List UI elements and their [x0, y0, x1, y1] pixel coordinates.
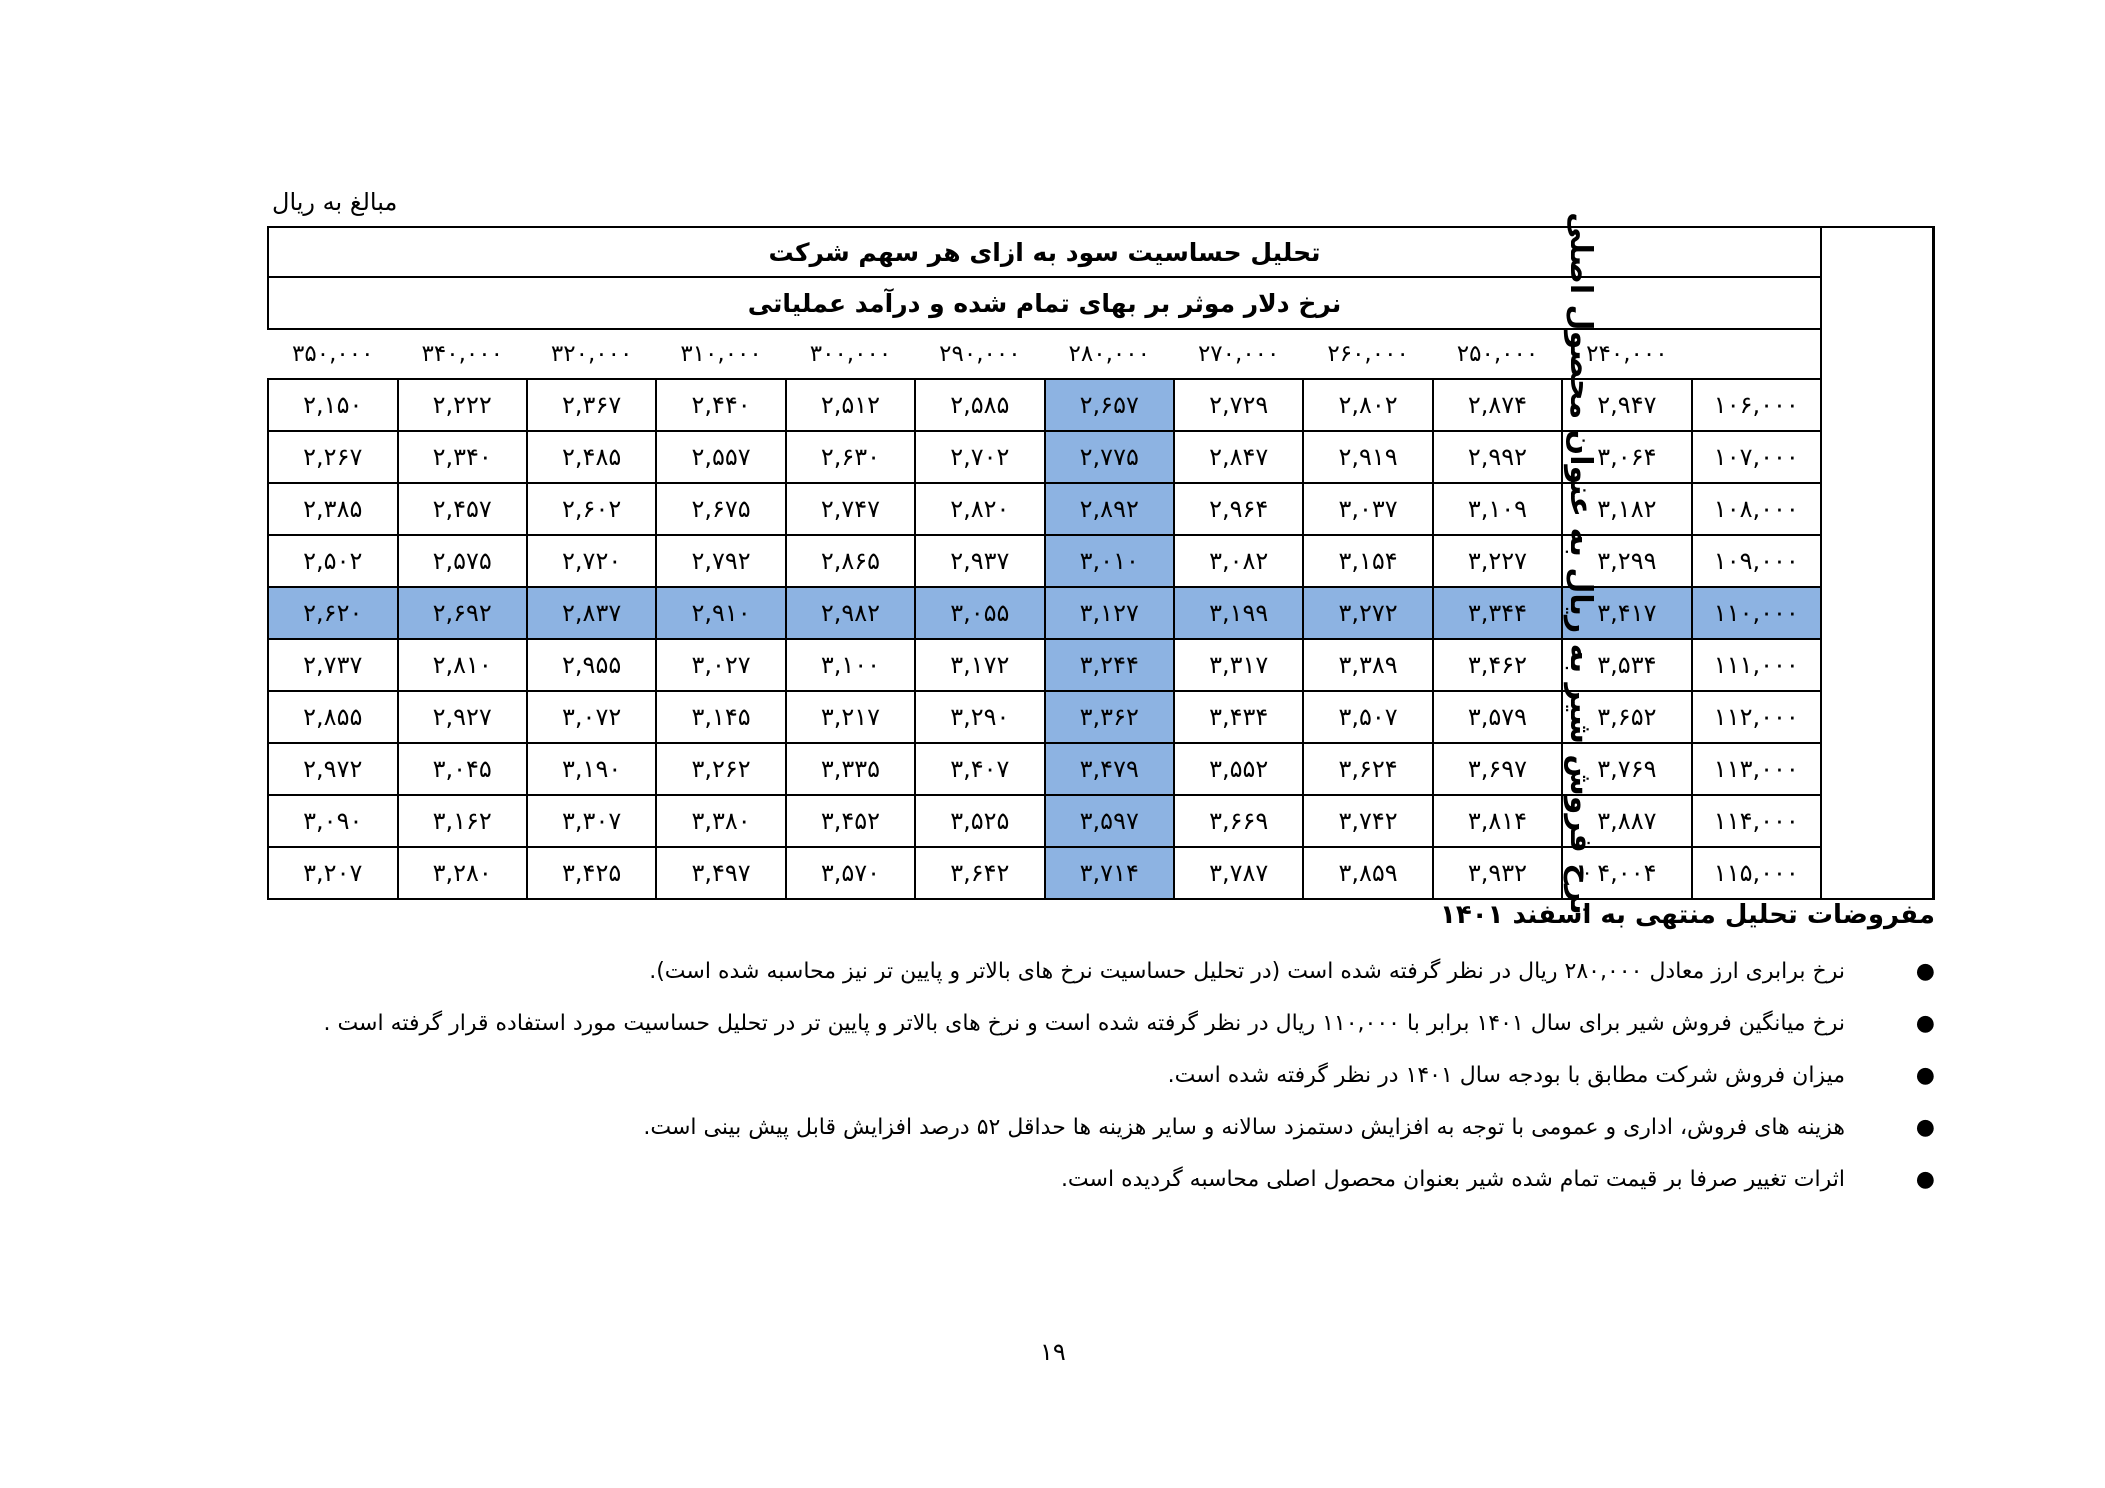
assumptions-section — [215, 900, 1935, 1206]
assumptions-list — [215, 946, 1935, 1206]
column-header: ۳۰۰,۰۰۰ — [786, 329, 915, 379]
row-label: ۱۰۸,۰۰۰ — [1692, 483, 1821, 535]
row-label: ۱۱۱,۰۰۰ — [1692, 639, 1821, 691]
table-cell: ۳,۰۳۷ — [1303, 483, 1432, 535]
column-header: ۳۴۰,۰۰۰ — [398, 329, 527, 379]
table-cell: ۲,۸۱۰ — [398, 639, 527, 691]
row-label: ۱۰۷,۰۰۰ — [1692, 431, 1821, 483]
table-cell: ۲,۸۲۰ — [915, 483, 1044, 535]
table-row — [268, 743, 1934, 795]
table-cell: ۳,۵۰۷ — [1303, 691, 1432, 743]
table-cell: ۳,۰۲۷ — [656, 639, 785, 691]
table-row — [268, 847, 1934, 899]
table-cell: ۲,۸۷۴ — [1433, 379, 1562, 431]
column-header-row — [268, 329, 1934, 379]
row-label: ۱۰۹,۰۰۰ — [1692, 535, 1821, 587]
table-cell: ۲,۴۵۷ — [398, 483, 527, 535]
table-cell: ۲,۶۲۰ — [268, 587, 398, 639]
assumption-text: اثرات تغییر صرفا بر قیمت تمام شده شیر بعنوان محصول اصلی محاسبه گردیده است. — [1060, 1167, 1845, 1192]
assumption-item — [215, 998, 1935, 1050]
table-cell: ۲,۸۴۷ — [1174, 431, 1303, 483]
table-row — [268, 431, 1934, 483]
table-cell: ۲,۹۴۷ — [1562, 379, 1691, 431]
table-cell: ۳,۲۶۲ — [656, 743, 785, 795]
assumption-item — [215, 1102, 1935, 1154]
table-cell: ۳,۴۱۷ — [1562, 587, 1691, 639]
table-cell: ۲,۸۶۵ — [786, 535, 915, 587]
column-header: ۲۴۰,۰۰۰ — [1562, 329, 1691, 379]
assumption-item — [215, 1050, 1935, 1102]
table-cell: ۲,۳۴۰ — [398, 431, 527, 483]
table-cell: ۳,۰۶۴ — [1562, 431, 1691, 483]
table-cell: ۳,۵۷۰ — [786, 847, 915, 899]
table-cell: ۳,۳۸۹ — [1303, 639, 1432, 691]
table-cell: ۲,۸۹۲ — [1045, 483, 1174, 535]
assumption-text: میزان فروش شرکت مطابق با بودجه سال ۱۴۰۱ در نظر گرفته شده است. — [1167, 1063, 1845, 1088]
table-cell: ۲,۶۵۷ — [1045, 379, 1174, 431]
assumption-text: هزینه های فروش، اداری و عمومی با توجه به افزایش دستمزد سالانه و سایر هزینه ها حداقل ۵۲ درصد افزایش قابل پیش بینی است. — [643, 1115, 1845, 1140]
table-cell: ۳,۴۶۲ — [1433, 639, 1562, 691]
table-cell: ۲,۳۸۵ — [268, 483, 398, 535]
table-cell: ۳,۷۴۲ — [1303, 795, 1432, 847]
row-label: ۱۱۳,۰۰۰ — [1692, 743, 1821, 795]
table-row — [268, 535, 1934, 587]
column-header: ۳۲۰,۰۰۰ — [527, 329, 656, 379]
table-row — [268, 639, 1934, 691]
table-cell: ۳,۱۰۰ — [786, 639, 915, 691]
page-number: ۱۹ — [1040, 1338, 1066, 1366]
table-cell: ۳,۷۸۷ — [1174, 847, 1303, 899]
table-cell: ۲,۴۴۰ — [656, 379, 785, 431]
table-cell: ۳,۶۹۷ — [1433, 743, 1562, 795]
table-row — [268, 379, 1934, 431]
table-cell: ۳,۱۹۹ — [1174, 587, 1303, 639]
table-cell: ۳,۲۰۷ — [268, 847, 398, 899]
units-label: مبالغ به ریال — [272, 188, 398, 216]
table-row — [268, 587, 1934, 639]
table-cell: ۳,۸۱۴ — [1433, 795, 1562, 847]
table-cell: ۲,۵۰۲ — [268, 535, 398, 587]
assumption-text: نرخ میانگین فروش شیر برای سال ۱۴۰۱ برابر با ۱۱۰,۰۰۰ ریال در نظر گرفته شده است و نرخ های بالاتر و پایین تر در تحلیل حساسیت مورد استفاده قرار گرفته است . — [323, 1011, 1845, 1036]
table-cell: ۳,۲۹۹ — [1562, 535, 1691, 587]
row-axis-label-text: نرخ فروش شیر به ریال به عنوان محصول اصلی — [1563, 211, 1599, 915]
table-cell: ۳,۸۵۹ — [1303, 847, 1432, 899]
table-cell: ۲,۷۴۷ — [786, 483, 915, 535]
table-cell: ۲,۹۹۲ — [1433, 431, 1562, 483]
table-cell: ۲,۵۵۷ — [656, 431, 785, 483]
table-cell: ۳,۶۲۴ — [1303, 743, 1432, 795]
row-label: ۱۰۶,۰۰۰ — [1692, 379, 1821, 431]
bullet-icon: ● — [1915, 1167, 1935, 1192]
table-cell: ۳,۱۶۲ — [398, 795, 527, 847]
table-cell: ۲,۳۶۷ — [527, 379, 656, 431]
table-cell: ۳,۰۷۲ — [527, 691, 656, 743]
table-cell: ۳,۱۰۹ — [1433, 483, 1562, 535]
table-cell: ۳,۲۷۲ — [1303, 587, 1432, 639]
table-cell: ۳,۷۱۴ — [1045, 847, 1174, 899]
table-cell: ۳,۳۸۰ — [656, 795, 785, 847]
table-cell: ۳,۲۲۷ — [1433, 535, 1562, 587]
table-title: تحلیل حساسیت سود به ازای هر سهم شرکت — [268, 227, 1821, 277]
row-label: ۱۱۰,۰۰۰ — [1692, 587, 1821, 639]
table-cell: ۳,۱۹۰ — [527, 743, 656, 795]
table-cell: ۳,۲۹۰ — [915, 691, 1044, 743]
table-cell: ۳,۵۵۲ — [1174, 743, 1303, 795]
table-cell: ۳,۴۵۲ — [786, 795, 915, 847]
bullet-icon: ● — [1915, 1011, 1935, 1036]
table-cell: ۳,۲۴۴ — [1045, 639, 1174, 691]
table-cell: ۲,۶۹۲ — [398, 587, 527, 639]
assumption-item — [215, 1154, 1935, 1206]
table-cell: ۳,۱۵۴ — [1303, 535, 1432, 587]
bullet-icon: ● — [1915, 1063, 1935, 1088]
table-cell: ۲,۹۱۹ — [1303, 431, 1432, 483]
table-cell: ۲,۵۱۲ — [786, 379, 915, 431]
table-cell: ۳,۶۶۹ — [1174, 795, 1303, 847]
column-header: ۲۷۰,۰۰۰ — [1174, 329, 1303, 379]
table-cell: ۳,۳۰۷ — [527, 795, 656, 847]
table-cell: ۳,۴۷۹ — [1045, 743, 1174, 795]
table-cell: ۲,۹۸۲ — [786, 587, 915, 639]
table-cell: ۲,۹۵۵ — [527, 639, 656, 691]
table-cell: ۲,۹۷۲ — [268, 743, 398, 795]
table-cell: ۳,۰۹۰ — [268, 795, 398, 847]
table-cell: ۳,۰۵۵ — [915, 587, 1044, 639]
table-cell: ۳,۵۳۴ — [1562, 639, 1691, 691]
table-row — [268, 483, 1934, 535]
table-cell: ۲,۹۳۷ — [915, 535, 1044, 587]
table-cell: ۳,۳۱۷ — [1174, 639, 1303, 691]
table-cell: ۲,۹۲۷ — [398, 691, 527, 743]
table-cell: ۲,۱۵۰ — [268, 379, 398, 431]
assumption-item — [215, 946, 1935, 998]
table-cell: ۲,۷۳۷ — [268, 639, 398, 691]
table-cell: ۲,۶۷۵ — [656, 483, 785, 535]
table-cell: ۲,۵۸۵ — [915, 379, 1044, 431]
table-cell: ۳,۵۷۹ — [1433, 691, 1562, 743]
column-header: ۲۶۰,۰۰۰ — [1303, 329, 1432, 379]
table-cell: ۳,۵۹۷ — [1045, 795, 1174, 847]
column-header: ۲۵۰,۰۰۰ — [1433, 329, 1562, 379]
table-cell: ۳,۲۸۰ — [398, 847, 527, 899]
table-cell: ۲,۷۲۹ — [1174, 379, 1303, 431]
table-cell: ۳,۷۶۹ — [1562, 743, 1691, 795]
table-cell: ۳,۴۹۷ — [656, 847, 785, 899]
assumptions-title: مفروضات تحلیل منتهی به اسفند ۱۴۰۱ — [1440, 900, 1935, 930]
table-cell: ۳,۴۲۵ — [527, 847, 656, 899]
table-cell: ۲,۲۶۷ — [268, 431, 398, 483]
table-cell: ۳,۵۲۵ — [915, 795, 1044, 847]
table-cell: ۳,۲۱۷ — [786, 691, 915, 743]
table-cell: ۳,۶۴۲ — [915, 847, 1044, 899]
table-cell: ۲,۷۷۵ — [1045, 431, 1174, 483]
table-cell: ۲,۶۰۲ — [527, 483, 656, 535]
column-header: ۳۱۰,۰۰۰ — [656, 329, 785, 379]
table-cell: ۲,۸۰۲ — [1303, 379, 1432, 431]
table-cell: ۲,۸۵۵ — [268, 691, 398, 743]
table-cell: ۳,۱۲۷ — [1045, 587, 1174, 639]
table-cell: ۲,۸۳۷ — [527, 587, 656, 639]
table-cell: ۲,۷۹۲ — [656, 535, 785, 587]
table-cell: ۳,۴۰۷ — [915, 743, 1044, 795]
corner-cell — [1692, 329, 1821, 379]
table-cell: ۲,۶۳۰ — [786, 431, 915, 483]
table-cell: ۳,۳۶۲ — [1045, 691, 1174, 743]
bullet-icon: ● — [1915, 1115, 1935, 1140]
table-row — [268, 691, 1934, 743]
table-cell: ۲,۲۲۲ — [398, 379, 527, 431]
table-cell: ۳,۰۱۰ — [1045, 535, 1174, 587]
bullet-icon: ● — [1915, 959, 1935, 984]
table-cell: ۳,۹۳۲ — [1433, 847, 1562, 899]
table-cell: ۲,۷۰۲ — [915, 431, 1044, 483]
table-row — [268, 795, 1934, 847]
table-cell: ۳,۳۴۴ — [1433, 587, 1562, 639]
assumption-text: نرخ برابری ارز معادل ۲۸۰,۰۰۰ ریال در نظر گرفته شده است (در تحلیل حساسیت نرخ های بالاتر و پایین تر نیز محاسبه شده است). — [649, 959, 1845, 984]
table-cell: ۳,۴۳۴ — [1174, 691, 1303, 743]
row-label: ۱۱۲,۰۰۰ — [1692, 691, 1821, 743]
table-cell: ۴,۰۰۴ — [1562, 847, 1691, 899]
table-cell: ۲,۹۱۰ — [656, 587, 785, 639]
table-cell: ۳,۶۵۲ — [1562, 691, 1691, 743]
table-cell: ۲,۷۲۰ — [527, 535, 656, 587]
row-label: ۱۱۴,۰۰۰ — [1692, 795, 1821, 847]
table-cell: ۳,۱۷۲ — [915, 639, 1044, 691]
table-cell: ۳,۸۸۷ — [1562, 795, 1691, 847]
table-cell: ۳,۱۸۲ — [1562, 483, 1691, 535]
row-label: ۱۱۵,۰۰۰ — [1692, 847, 1821, 899]
table-cell: ۳,۰۸۲ — [1174, 535, 1303, 587]
table-cell: ۳,۰۴۵ — [398, 743, 527, 795]
table-cell: ۲,۴۸۵ — [527, 431, 656, 483]
table-cell: ۳,۱۴۵ — [656, 691, 785, 743]
column-header: ۲۹۰,۰۰۰ — [915, 329, 1044, 379]
table-cell: ۳,۳۳۵ — [786, 743, 915, 795]
table-cell: ۲,۹۶۴ — [1174, 483, 1303, 535]
table-cell: ۲,۵۷۵ — [398, 535, 527, 587]
table-subtitle: نرخ دلار موثر بر بهای تمام شده و درآمد عملیاتی — [268, 277, 1821, 329]
column-header: ۲۸۰,۰۰۰ — [1045, 329, 1174, 379]
column-header: ۳۵۰,۰۰۰ — [268, 329, 398, 379]
